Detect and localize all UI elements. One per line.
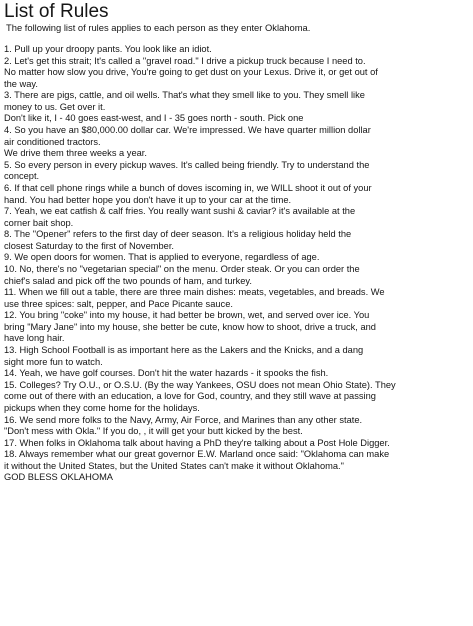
rule-line: 18. Always remember what our great governor E.W. Marland once said: "Oklahoma can make bbox=[4, 449, 390, 460]
rule-line: 16. We send more folks to the Navy, Army, Air Force, and Marines than any other state. bbox=[4, 414, 363, 425]
rule-line: No matter how slow you drive, You're going to get dust on your Lexus. Drive it, or get out of bbox=[4, 67, 378, 78]
page-title: List of Rules bbox=[4, 1, 109, 22]
rule-line: chief's salad and pick off the two pounds of ham, and turkey. bbox=[4, 275, 252, 286]
rule-line: closest Saturday to the first of November. bbox=[4, 240, 175, 251]
rule-line: come out of there with an education, a love for God, country, and they still wave at passing bbox=[4, 391, 376, 402]
rule-line: Don't like it, I - 40 goes east-west, and I - 35 goes north - south. Pick one bbox=[4, 113, 304, 124]
rule-line: sight more fun to watch. bbox=[4, 356, 103, 367]
rule-line: the way. bbox=[4, 78, 38, 89]
rule-line: bring "Mary Jane" into my house, she better be cute, know how to shoot, drive a truck, and bbox=[4, 321, 376, 332]
rule-line: 15. Colleges? Try O.U., or O.S.U. (By the way Yankees, OSU does not mean Ohio State). They bbox=[4, 379, 396, 390]
rule-line: 10. No, there's no "vegetarian special" on the menu. Order steak. Or you can order the bbox=[4, 263, 360, 274]
rule-line: 9. We open doors for women. That is applied to everyone, regardless of age. bbox=[4, 252, 320, 263]
rule-line: money to us. Get over it. bbox=[4, 101, 106, 112]
rule-line: 14. Yeah, we have golf courses. Don't hit the water hazards - it spooks the fish. bbox=[4, 368, 329, 379]
rule-line: have long hair. bbox=[4, 333, 65, 344]
rule-line: 13. High School Football is as important here as the Lakers and the Knicks, and a dang bbox=[4, 345, 364, 356]
rule-line: air conditioned tractors. bbox=[4, 136, 101, 147]
intro-text: The following list of rules applies to each person as they enter Oklahoma. bbox=[6, 22, 311, 33]
rule-line: concept. bbox=[4, 171, 40, 182]
rule-line: 1. Pull up your droopy pants. You look like an idiot. bbox=[4, 44, 212, 54]
rule-line: 2. Let's get this strait; It's called a "gravel road." I drive a pickup truck because I need to. bbox=[4, 55, 366, 66]
rule-line: 4. So you have an $80,000.00 dollar car. We're impressed. We have quarter million dollar bbox=[4, 125, 371, 136]
rule-line: 12. You bring "coke" into my house, it had better be brown, wet, and served over ice. You bbox=[4, 310, 370, 321]
rule-line: GOD BLESS OKLAHOMA bbox=[4, 472, 114, 483]
rule-line: 11. When we fill out a table, there are three main dishes: meats, vegetables, and breads. We bbox=[4, 287, 385, 298]
rule-line: 17. When folks in Oklahoma talk about having a PhD they're talking about a Post Hole Digger. bbox=[4, 437, 390, 448]
rule-line: it without the United States, but the United States can't make it without Oklahoma." bbox=[4, 460, 344, 471]
rule-line: 7. Yeah, we eat catfish & calf fries. You really want sushi & caviar? it's available at the bbox=[4, 206, 356, 217]
rules-list bbox=[4, 44, 469, 484]
rule-line: 6. If that cell phone rings while a bunch of doves iscoming in, we WILL shoot it out of your bbox=[4, 182, 372, 193]
rule-line: "Don't mess with Okla." If you do, , it will get your butt kicked by the best. bbox=[4, 426, 303, 437]
rule-line: We drive them three weeks a year. bbox=[4, 148, 147, 159]
rule-line: 3. There are pigs, cattle, and oil wells. That's what they smell like to you. They smell like bbox=[4, 90, 365, 101]
rule-line: pickups when they come home for the holidays. bbox=[4, 402, 200, 413]
rule-line: corner bait shop. bbox=[4, 217, 74, 228]
rule-line: 5. So every person in every pickup waves. It's called being friendly. Try to understand the bbox=[4, 159, 370, 170]
rule-line: hand. You had better hope you don't have it up to your car at the time. bbox=[4, 194, 292, 205]
rule-line: 8. The "Opener" refers to the first day of deer season. It's a religious holiday held the bbox=[4, 229, 352, 240]
rule-line: use three spices: salt, pepper, and Pace Picante sauce. bbox=[4, 298, 233, 309]
